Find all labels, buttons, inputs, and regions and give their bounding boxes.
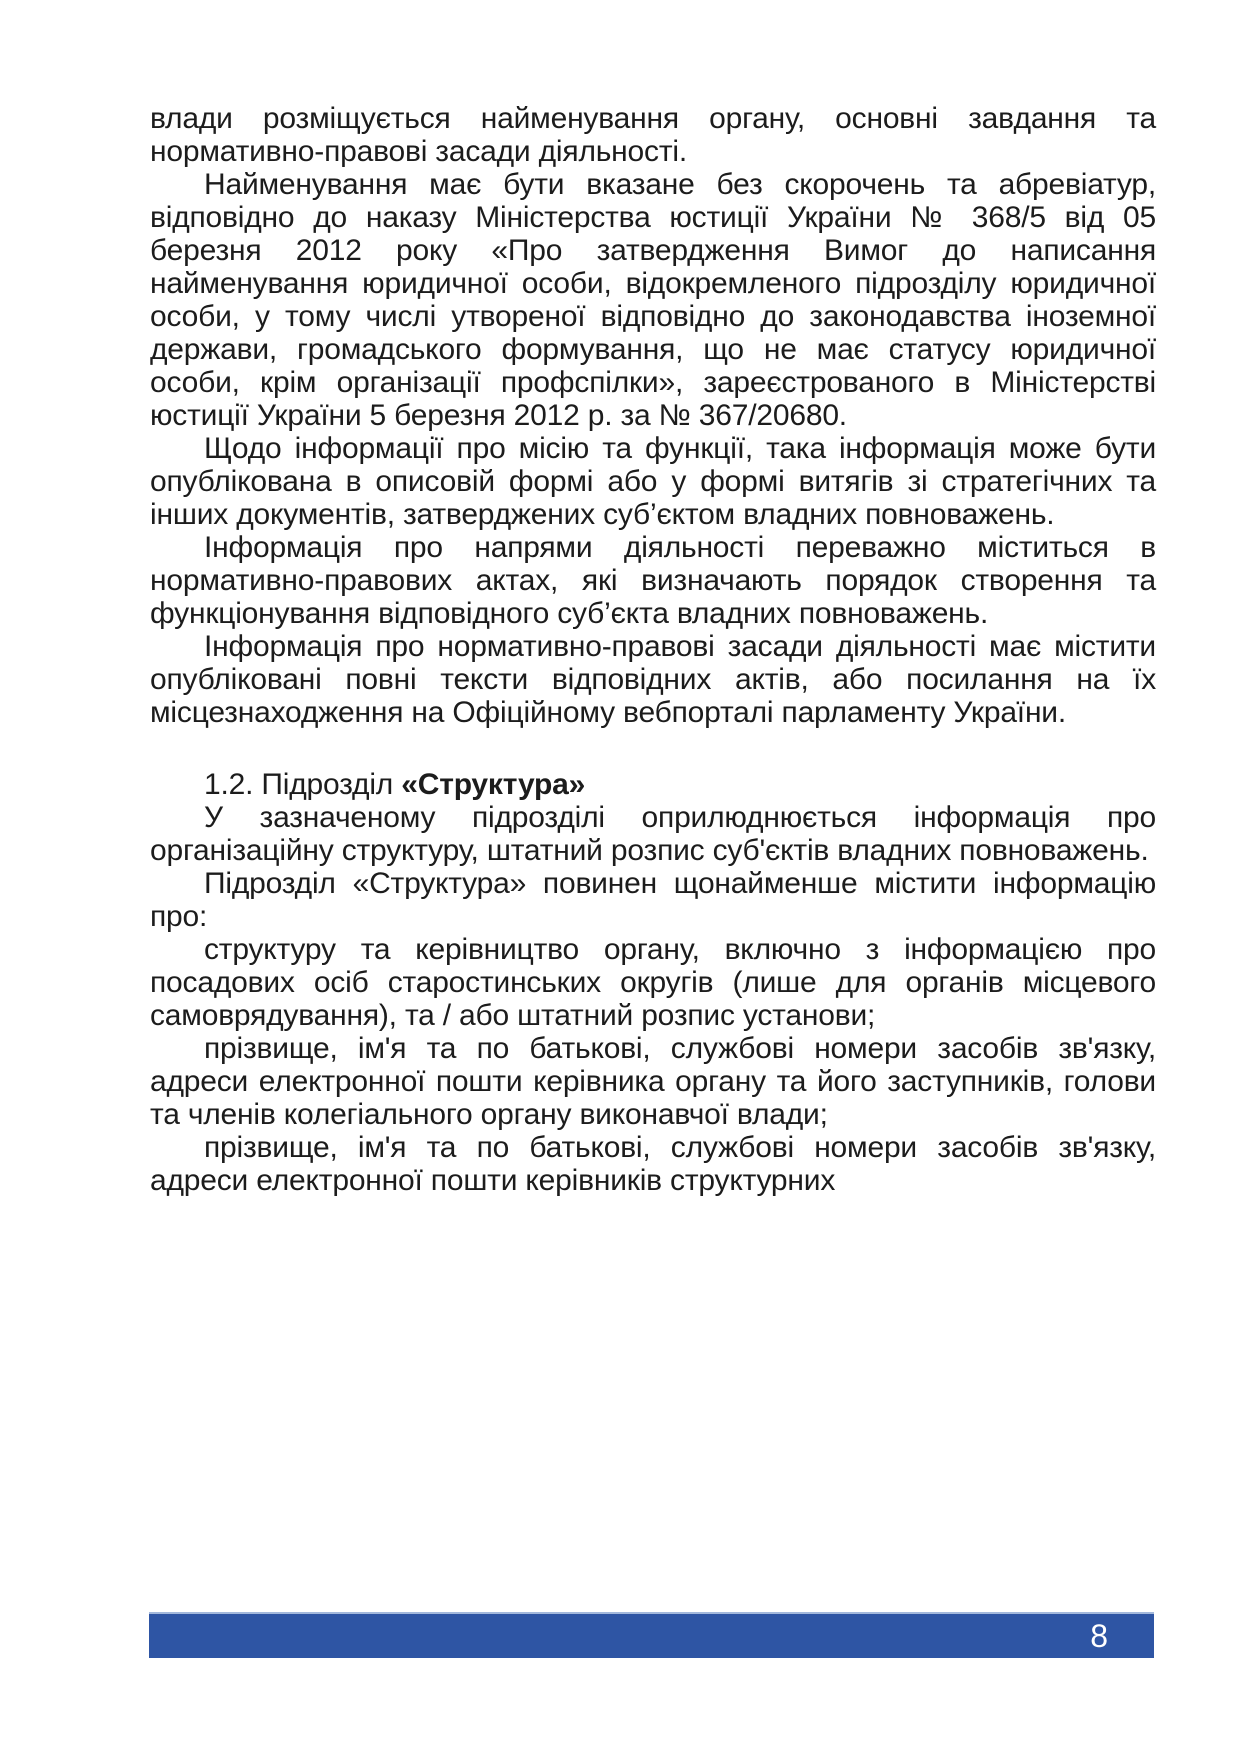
paragraph-prizvyshche-kerivnykiv-strukturnykh: прізвище, ім'я та по батькові, службові номери засобів зв'язку, адреси електронної пошти керівників структурних — [150, 1131, 1156, 1197]
paragraph-struktura-kerivnytstvo: структуру та керівництво органу, включно з інформацією про посадових осіб старостинських округів (лише для органів місцевого самоврядування), та / або штатний розпис установи; — [150, 933, 1156, 1032]
paragraph-prizvyshche-kerivnyka: прізвище, ім'я та по батькові, службові номери засобів зв'язку, адреси електронної пошти керівника органу та його заступників, голови та членів колегіального органу виконавчої влади; — [150, 1032, 1156, 1131]
paragraph-normatyvno-pravovi: Інформація про нормативно-правові засади діяльності має містити опубліковані повні тексти відповідних актів, або посилання на їх місцезнаходження на Офіційному вебпорталі парламенту України. — [150, 630, 1156, 729]
footer-page-bar — [149, 1612, 1154, 1658]
paragraph-continuation: влади розміщується найменування органу, основні завдання та нормативно-правові засади діяльності. — [150, 102, 1156, 168]
paragraph-zaznachenyi-pidrozdil: У зазначеному підрозділі оприлюднюється інформація про організаційну структуру, штатний розпис суб'єктів владних повноважень. — [150, 801, 1156, 867]
paragraph-misiya-funktsii: Щодо інформації про місію та функції, така інформація може бути опублікована в описовій формі або у формі витягів зі стратегічних та інших документів, затверджених суб’єктом владних повноважень. — [150, 432, 1156, 531]
text-column — [150, 102, 1156, 1197]
section-heading-prefix: 1.2. Підрозділ — [204, 768, 402, 801]
section-heading-title: «Структура» — [401, 768, 586, 801]
paragraph-naimenuvannia: Найменування має бути вказане без скорочень та абревіатур, відповідно до наказу Міністерства юстиції України № 368/5 від 05 березня 2012 року «Про затвердження Вимог до написання найменування юридичної особи, відокремленого підрозділу юридичної особи, у тому числі утвореної відповідно до законодавства іноземної держави, громадського формування, що не має статусу юридичної особи, крім організації профспілки», зареєстрованого в Міністерстві юстиції України 5 березня 2012 р. за № 367/20680. — [150, 168, 1156, 432]
page-number: 8 — [1090, 1618, 1108, 1654]
paragraph-pidrozdil-struktura-mistyty: Підрозділ «Структура» повинен щонайменше містити інформацію про: — [150, 867, 1156, 933]
section-heading-1-2 — [150, 768, 1156, 801]
paragraph-napriamy-diialnosti: Інформація про напрями діяльності переважно міститься в нормативно-правових актах, які визначають порядок створення та функціонування відповідного суб’єкта владних повноважень. — [150, 531, 1156, 630]
